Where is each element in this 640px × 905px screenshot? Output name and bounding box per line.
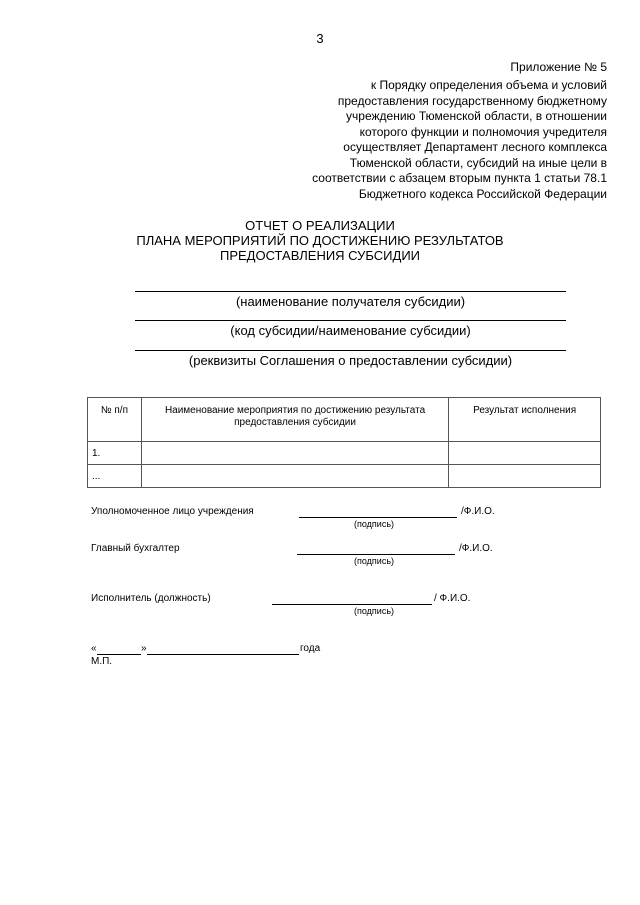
authorized-signature-line <box>299 517 457 518</box>
header-number: № п/п <box>88 398 142 442</box>
appendix-line: к Порядку определения объема и условий <box>370 78 607 92</box>
table-row <box>88 442 601 465</box>
appendix-line: учреждению Тюменской области, в отношении <box>346 109 607 123</box>
measures-table <box>87 397 601 488</box>
table-cell <box>141 442 448 465</box>
date-open-quote: « <box>91 643 97 654</box>
agreement-caption: (реквизиты Соглашения о предоставлении субсидии) <box>188 353 513 368</box>
recipient-caption: (наименование получателя субсидии) <box>235 294 466 309</box>
agreement-line <box>135 350 566 351</box>
subsidy-code-line <box>135 320 566 321</box>
report-title-line: ПРЕДОСТАВЛЕНИЯ СУБСИДИИ <box>219 248 421 263</box>
appendix-line: которого функции и полномочия учредителя <box>359 124 607 139</box>
subsidy-code-caption: (код субсидии/наименование субсидии) <box>230 323 471 338</box>
table-header-row <box>88 398 601 442</box>
page-number: 3 <box>316 31 324 46</box>
appendix-line: Тюменской области, субсидий на иные цели в <box>349 155 607 170</box>
appendix-line: осуществляет Департамент лесного комплекса <box>343 140 607 154</box>
table-cell <box>141 465 448 488</box>
date-month-line <box>147 654 299 655</box>
authorized-fio: /Ф.И.О. <box>461 506 495 517</box>
report-title-line: ПЛАНА МЕРОПРИЯТИЙ ПО ДОСТИЖЕНИЮ РЕЗУЛЬТАТОВ <box>136 233 504 248</box>
accountant-label: Главный бухгалтер <box>91 543 180 554</box>
report-title <box>0 218 640 263</box>
table-cell: 1. <box>88 442 142 465</box>
executor-label: Исполнитель (должность) <box>91 593 211 604</box>
recipient-line <box>135 291 566 292</box>
table-row <box>88 465 601 488</box>
appendix-line: предоставления государственному бюджетному <box>337 93 607 108</box>
report-title-line: ОТЧЕТ О РЕАЛИЗАЦИИ <box>245 218 395 233</box>
date-year-suffix: года <box>300 643 321 654</box>
appendix-body <box>297 78 607 202</box>
table-cell <box>449 465 601 488</box>
authorized-signature-caption: (подпись) <box>354 519 395 529</box>
accountant-signature-line <box>297 554 455 555</box>
accountant-fio: /Ф.И.О. <box>459 543 493 554</box>
appendix-line: соответствии с абзацем вторым пункта 1 статьи 78.1 <box>312 171 607 185</box>
date-close-quote: » <box>141 643 147 654</box>
executor-fio: / Ф.И.О. <box>434 593 471 604</box>
appendix-line: Бюджетного кодекса Российской Федерации <box>358 186 607 201</box>
stamp-label: М.П. <box>91 656 113 667</box>
date-day-line <box>97 654 141 655</box>
executor-signature-caption: (подпись) <box>354 606 395 616</box>
header-measure-name: Наименование мероприятия по достижению результата предоставления субсидии <box>141 398 448 442</box>
appendix-title: Приложение № 5 <box>510 60 607 74</box>
authorized-label: Уполномоченное лицо учреждения <box>91 506 254 517</box>
table-cell: ... <box>88 465 142 488</box>
table-cell <box>449 442 601 465</box>
executor-signature-line <box>272 604 432 605</box>
header-result: Результат исполнения <box>449 398 601 442</box>
accountant-signature-caption: (подпись) <box>354 556 395 566</box>
